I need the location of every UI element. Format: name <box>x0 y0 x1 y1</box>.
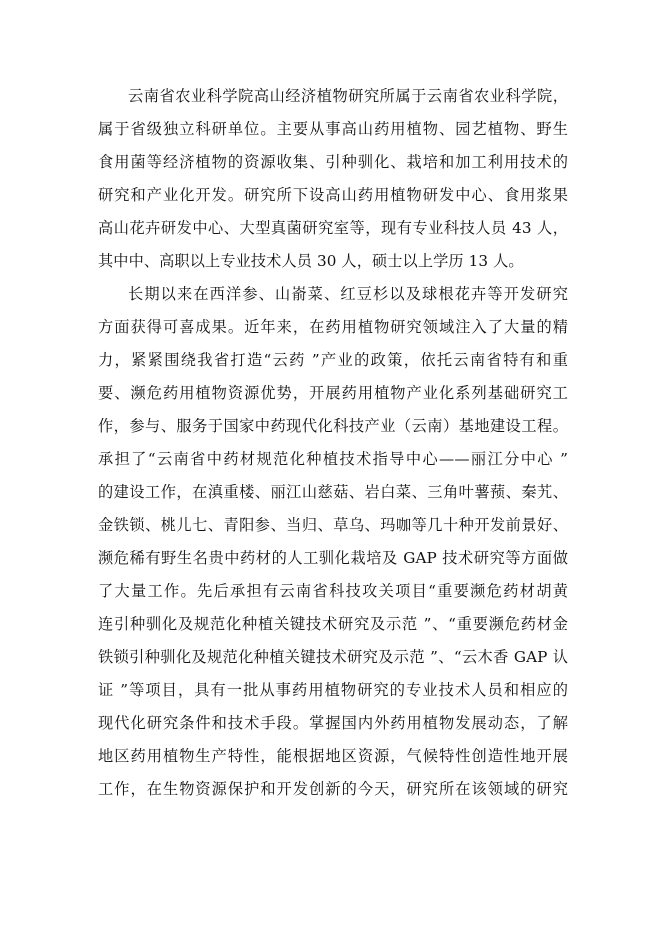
paragraph-2-line-12: 铁锁引种驯化及规范化种植关键技术研究及示范 ”、“云木香 GAP 认 <box>98 648 568 666</box>
paragraph-1-line-5: 高山花卉研发中心、大型真菌研究室等，现有专业科技人员 43 人， <box>98 219 568 237</box>
paragraph-2-line-9: 濒危稀有野生名贵中药材的人工驯化栽培及 GAP 技术研究等方面做 <box>98 549 568 567</box>
paragraph-2-line-11: 连引种驯化及规范化种植关键技术研究及示范 ”、“重要濒危药材金 <box>98 615 568 633</box>
paragraph-1-line-2: 属于省级独立科研单位。主要从事高山药用植物、园艺植物、野生 <box>98 120 568 138</box>
paragraph-1-line-4: 研究和产业化开发。研究所下设高山药用植物研发中心、食用浆果 <box>98 186 568 204</box>
paragraph-2-line-5: 作，参与、服务于国家中药现代化科技产业（云南）基地建设工程。 <box>98 417 568 435</box>
paragraph-1-line-3: 食用菌等经济植物的资源收集、引种驯化、栽培和加工利用技术的 <box>98 153 568 171</box>
paragraph-2-line-7: 的建设工作，在滇重楼、丽江山慈菇、岩白菜、三角叶薯蓣、秦艽、 <box>98 483 568 501</box>
paragraph-2-line-10: 了大量工作。先后承担有云南省科技攻关项目“重要濒危药材胡黄 <box>98 582 568 600</box>
paragraph-2-line-2: 方面获得可喜成果。近年来，在药用植物研究领域注入了大量的精 <box>98 318 568 336</box>
paragraph-2-line-3: 力，紧紧围绕我省打造“云药 ”产业的政策，依托云南省特有和重 <box>98 351 568 369</box>
paragraph-2-line-4: 要、濒危药用植物资源优势，开展药用植物产业化系列基础研究工 <box>98 384 568 402</box>
paragraph-2-line-16: 工作，在生物资源保护和开发创新的今天，研究所在该领域的研究 <box>98 780 568 798</box>
paragraph-2-line-1: 长期以来在西洋参、山嵛菜、红豆杉以及球根花卉等开发研究 <box>128 285 568 303</box>
paragraph-2-line-14: 现代化研究条件和技术手段。掌握国内外药用植物发展动态，了解 <box>98 714 568 732</box>
paragraph-1-line-6: 其中中、高职以上专业技术人员 30 人，硕士以上学历 13 人。 <box>98 252 524 270</box>
paragraph-2-line-13: 证 ”等项目，具有一批从事药用植物研究的专业技术人员和相应的 <box>98 681 568 699</box>
paragraph-2-line-6: 承担了“云南省中药材规范化种植技术指导中心——丽江分中心 ” <box>98 450 568 468</box>
paragraph-1-line-1: 云南省农业科学院高山经济植物研究所属于云南省农业科学院， <box>128 87 568 105</box>
paragraph-2-line-8: 金铁锁、桃儿七、青阳参、当归、草乌、玛咖等几十种开发前景好、 <box>98 516 568 534</box>
paragraph-2-line-15: 地区药用植物生产特性，能根据地区资源，气候特性创造性地开展 <box>98 747 568 765</box>
